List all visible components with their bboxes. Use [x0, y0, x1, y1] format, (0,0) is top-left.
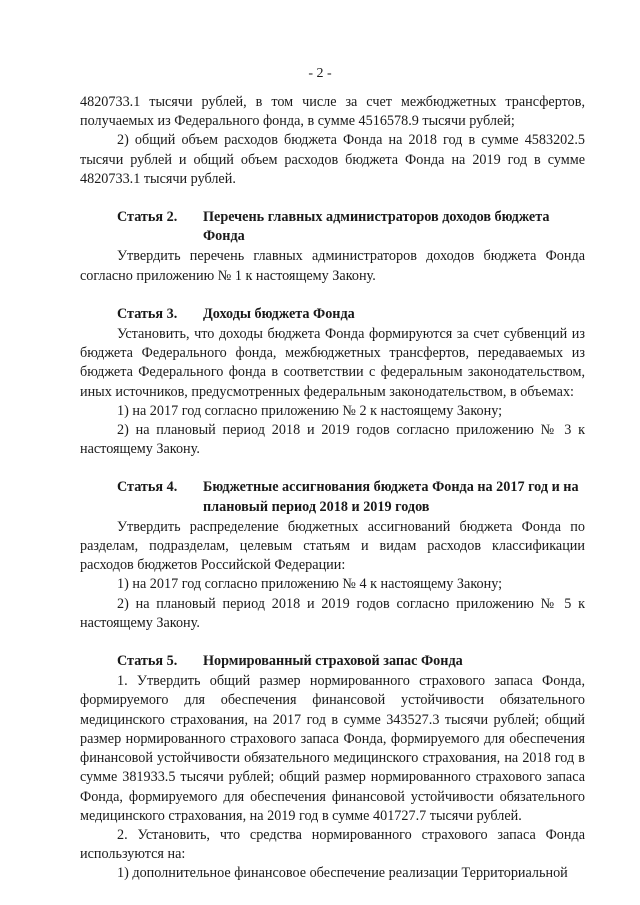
- paragraph: 4820733.1 тысячи рублей, в том числе за счет межбюджетных трансфертов, получаемых из Федерального фонда, в сумме 4516578.9 тысячи рублей;: [80, 94, 585, 130]
- page-number: - 2 -: [308, 66, 332, 81]
- paragraph: 2) общий объем расходов бюджета Фонда на 2018 год в сумме 4583202.5 тысячи рублей и общий объем расходов бюджета Фонда на 2019 год в сумме 4820733.1 тысячи рублей.: [80, 132, 585, 187]
- paragraph: 1) дополнительное финансовое обеспечение реализации Территориальной: [117, 865, 568, 882]
- paragraph: 1) на 2017 год согласно приложению № 4 к настоящему Закону;: [117, 576, 503, 593]
- article-heading: [80, 305, 585, 324]
- article-number: Статья 2.: [117, 209, 178, 226]
- article-heading: [80, 208, 585, 246]
- paragraph: Утвердить распределение бюджетных ассигнований бюджета Фонда по разделам, подразделам, целевым статьям и видам расходов классификации расходов бюджетов Российской Федерации:: [80, 518, 585, 574]
- paragraph: Утвердить перечень главных администраторов доходов бюджета Фонда согласно приложению № 1 к настоящему Закону.: [80, 248, 585, 284]
- paragraph: Установить, что доходы бюджета Фонда формируются за счет субвенций из бюджета Федерального фонда, межбюджетных трансфертов, передаваемых из бюджета Федерального фонда в соответствии с федеральным законодательством, иных источников, предусмотренных федеральным законодательством, в объемах:: [80, 326, 585, 400]
- paragraph: 2. Установить, что средства нормированного страхового запаса Фонда используются на:: [80, 826, 585, 863]
- document-body: [80, 93, 585, 884]
- article-number: Статья 3.: [117, 305, 178, 322]
- article-number: Статья 4.: [117, 479, 178, 496]
- article-title: Перечень главных администраторов доходов бюджета Фонда: [203, 209, 550, 245]
- article-title: Доходы бюджета Фонда: [203, 305, 355, 322]
- paragraph: 1. Утвердить общий размер нормированного страхового запаса Фонда, формируемого для обеспечения финансовой устойчивости обязательного медицинского страхования, на 2017 год в сумме 343527.3 тысячи рублей; общий размер нормированного страхового запаса Фонда, формируемого для обеспечения финансовой устойчивости обязательного медицинского страхования, на 2018 год в сумме 381933.5 тысячи рублей; общий размер нормированного страхового запаса Фонда, формируемого для обеспечения финансовой устойчивости обязательного медицинского страхования, на 2019 год в сумме 401727.7 тысячи рублей.: [80, 673, 585, 824]
- paragraph: 1) на 2017 год согласно приложению № 2 к настоящему Закону;: [117, 402, 503, 419]
- article-heading: [80, 652, 585, 671]
- paragraph: 2) на плановый период 2018 и 2019 годов согласно приложению № 3 к настоящему Закону.: [80, 422, 585, 458]
- paragraph: 2) на плановый период 2018 и 2019 годов согласно приложению № 5 к настоящему Закону.: [80, 595, 585, 631]
- article-title: Нормированный страховой запас Фонда: [203, 653, 463, 670]
- article-number: Статья 5.: [117, 653, 178, 670]
- article-title: Бюджетные ассигнования бюджета Фонда на 2017 год и на плановый период 2018 и 2019 годов: [203, 479, 579, 515]
- article-heading: [80, 478, 585, 516]
